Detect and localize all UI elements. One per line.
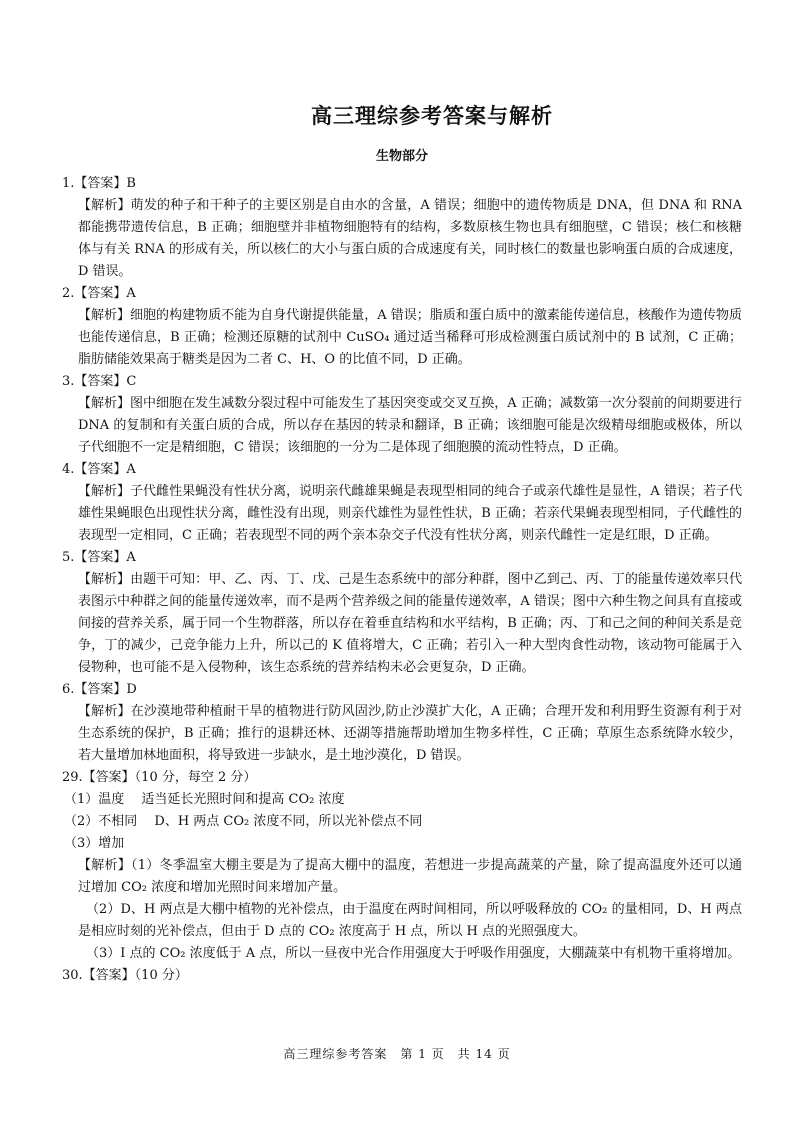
q3-explanation: 【解析】图中细胞在发生减数分裂过程中可能发生了基因突变或交叉互换，A 正确；减数第一次分裂前的间期要进行 DNA 的复制和有关蛋白质的合成，所以存在基因的转录和翻译，B 正确；该细胞可能是次级精母细胞或极体，所以子代细胞不一定是精细胞，C 错误；该细胞的一分为二是体现了细胞膜的流动性特点，D 正确。 [78,396,742,455]
answer-body [62,173,742,987]
q2-answer: 2.【答案】A [62,286,136,301]
q2-explanation: 【解析】细胞的构建物质不能为自身代谢提供能量，A 错误；脂质和蛋白质中的激素能传递信息，核酸作为遗传物质也能传递信息，B 正确；检测还原糖的试剂中 CuSO₄ 通过适当稀释可形成检测蛋白质试剂中的 B 试剂，C 正确；脂肪储能效果高于糖类是因为二者 C、H、O 的比值不同，D 正确。 [78,308,742,367]
q4-explanation: 【解析】子代雌性果蝇没有性状分离，说明亲代雌雄果蝇是表现型相同的纯合子或亲代雄性是显性，A 错误；若子代雄性果蝇眼色出现性状分离，雌性没有出现，则亲代雄性为显性性状，B 正确；若亲代果蝇表现型相同，子代雌性的表现型一定相同，C 正确；若表现型不同的两个亲本杂交子代没有性状分离，则亲代雌性一定是红眼，D 正确。 [78,484,742,543]
q29-answer: 29.【答案】（10 分，每空 2 分） [62,770,257,785]
q29-part-2: （2）不相同 D、H 两点 CO₂ 浓度不同，所以光补偿点不同 [64,814,423,829]
q29-part-3: （3）增加 [64,836,125,851]
q6-answer: 6.【答案】D [62,682,137,697]
q29-explanation-2: （2）D、H 两点是大棚中植物的光补偿点，由于温度在两时间相同，所以呼吸释放的 CO₂ 的量相同，D、H 两点是相应时刻的光补偿点，但由于 D 点的 CO₂ 浓度高于 H 点，所以 H 点的光照强度大。 [78,902,742,939]
page-footer: 高三理综参考答案 第 1 页 共 14 页 [283,1047,511,1061]
q29-explanation-3: （3）I 点的 CO₂ 浓度低于 A 点，所以一昼夜中光合作用强度大于呼吸作用强度，大棚蔬菜中有机物干重将增加。 [86,946,741,961]
q5-answer: 5.【答案】A [62,550,136,565]
page-title: 高三理综参考答案与解析 [311,103,553,128]
q6-explanation: 【解析】在沙漠地带种植耐干旱的植物进行防风固沙,防止沙漠扩大化，A 正确；合理开发和利用野生资源有利于对生态系统的保护，B 正确；推行的退耕还林、还湖等措施帮助增加生物多样性，C 正确；草原生态系统降水较少，若大量增加林地面积，将导致进一步缺水，是土地沙漠化，D 错误。 [78,704,742,763]
section-subtitle: 生物部分 [375,149,428,164]
q1-answer: 1.【答案】B [62,176,136,191]
q29-part-1: （1）温度 适当延长光照时间和提高 CO₂ 浓度 [64,792,345,807]
q30-answer: 30.【答案】（10 分） [62,968,188,983]
q3-answer: 3.【答案】C [62,374,137,389]
q5-explanation: 【解析】由题干可知：甲、乙、丙、丁、戊、己是生态系统中的部分种群，图中乙到己、丙、丁的能量传递效率只代表图示中种群之间的能量传递效率，而不是两个营养级之间的能量传递效率，A 错误；图中六种生物之间具有直接或间接的营养关系，属于同一个生物群落，所以存在着垂直结构和水平结构，B 正确；丙、丁和己之间的种间关系是竞争，丁的减少，己竞争能力上升，所以己的 K 值将增大，C 正确；若引入一种大型肉食性动物，该动物可能属于入侵物种，也可能不是入侵物种，该生态系统的营养结构未必会更复杂，D 正确。 [78,572,742,675]
q1-explanation: 【解析】萌发的种子和干种子的主要区别是自由水的含量，A 错误；细胞中的遗传物质是 DNA，但 DNA 和 RNA 都能携带遗传信息，B 正确；细胞壁并非植物细胞特有的结构，多数原核生物也具有细胞壁，C 错误；核仁和核糖体与有关 RNA 的形成有关，所以核仁的大小与蛋白质的合成速度有关，同时核仁的数量也影响蛋白质的合成速度，D 错误。 [78,198,742,279]
q4-answer: 4.【答案】A [62,462,136,477]
q29-explanation-1: 【解析】（1）冬季温室大棚主要是为了提高大棚中的温度，若想进一步提高蔬菜的产量，除了提高温度外还可以通过增加 CO₂ 浓度和增加光照时间来增加产量。 [78,858,742,895]
